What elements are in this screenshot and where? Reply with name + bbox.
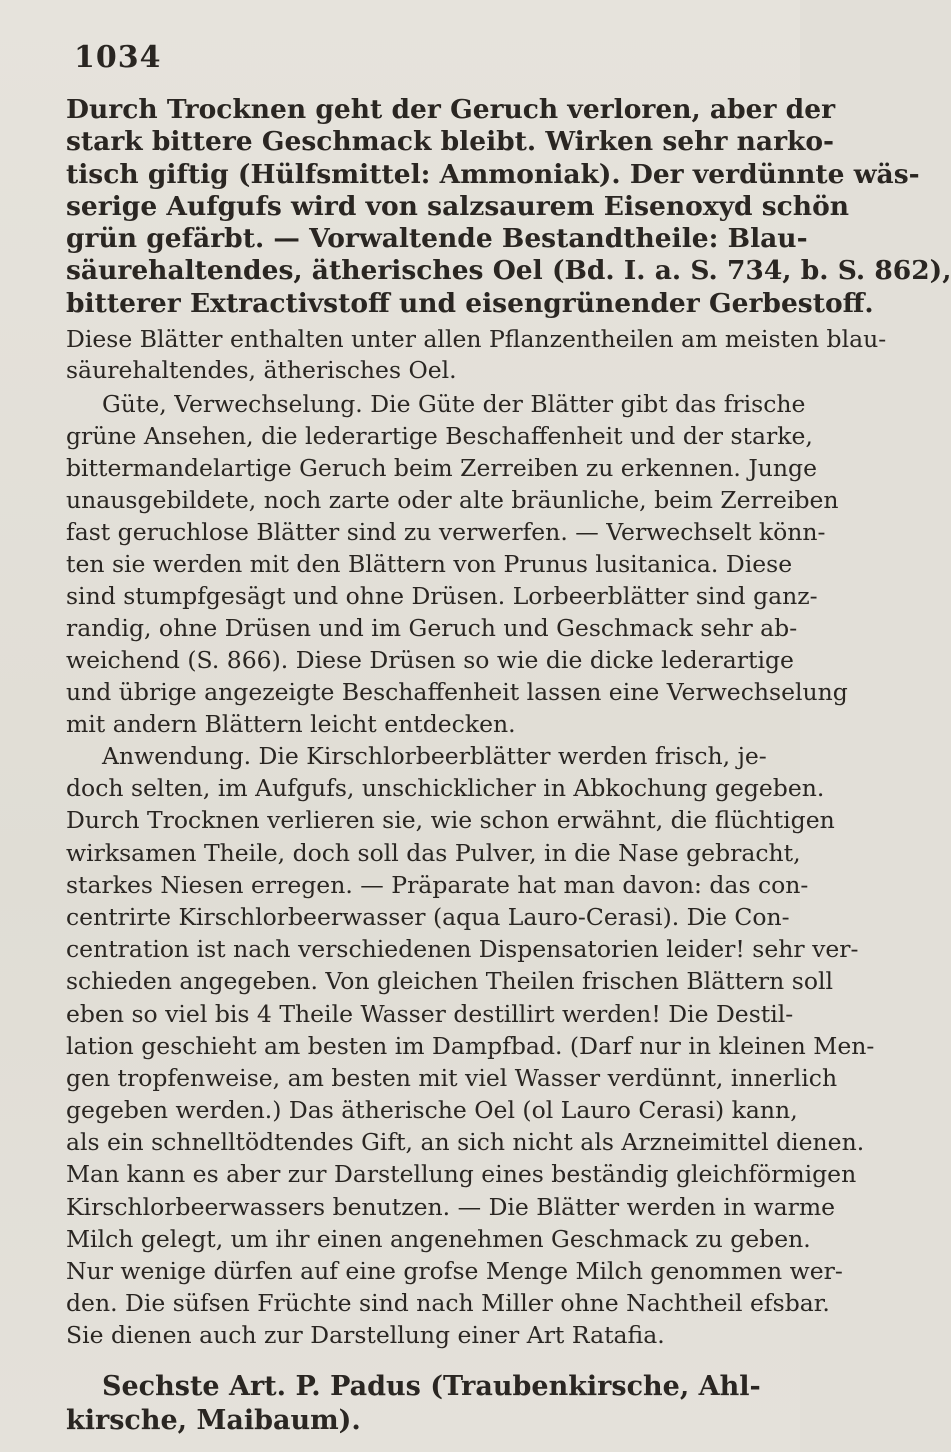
text-line: den. Die süfsen Früchte sind nach Miller ohne Nachtheil efsbar.	[66, 1289, 830, 1318]
text-line: Sie dienen auch zur Darstellung einer Art Ratafia.	[66, 1321, 665, 1350]
page-number: 1034	[74, 40, 162, 75]
text-line: wirksamen Theile, doch soll das Pulver, in die Nase gebracht,	[66, 838, 801, 867]
text-line: bittermandelartige Geruch beim Zerreiben zu erkennen. Junge	[66, 454, 817, 482]
text-line: säurehaltendes, ätherisches Oel (Bd. I. a. S. 734, b. S. 862),	[66, 255, 951, 287]
text-line: stark bittere Geschmack bleibt. Wirken sehr narko-	[66, 126, 835, 158]
text-line: centrirte Kirschlorbeerwasser (aqua Lauro-Cerasi). Die Con-	[66, 902, 790, 931]
text-line: unausgebildete, noch zarte oder alte bräunliche, beim Zerreiben	[66, 486, 839, 514]
text-line: Diese Blätter enthalten unter allen Pflanzentheilen am meisten blau-	[66, 325, 887, 353]
text-line: doch selten, im Aufgufs, unschicklicher in Abkochung gegeben.	[66, 774, 825, 803]
text-line: fast geruchlose Blätter sind zu verwerfen. — Verwechselt könn-	[66, 518, 826, 546]
text-line: mit andern Blättern leicht entdecken.	[66, 710, 516, 738]
text-line: schieden angegeben. Von gleichen Theilen frischen Blättern soll	[66, 967, 834, 996]
section-heading	[66, 1370, 780, 1438]
text-line: gen tropfenweise, am besten mit viel Wasser verdünnt, innerlich	[66, 1063, 838, 1092]
text-line: starkes Niesen erregen. — Präparate hat man davon: das con-	[66, 870, 809, 899]
text-line: Man kann es aber zur Darstellung eines beständig gleichförmigen	[66, 1160, 857, 1189]
text-line: randig, ohne Drüsen und im Geruch und Geschmack sehr ab-	[66, 614, 798, 642]
paragraph-application	[66, 740, 875, 1352]
paragraph-description	[66, 94, 951, 320]
text-line: bitterer Extractivstoff und eisengrünender Gerbestoff.	[66, 287, 874, 319]
text-line: Güte, Verwechselung. Die Güte der Blätter gibt das frische	[102, 390, 806, 418]
text-line: lation geschieht am besten im Dampfbad. (Darf nur in kleinen Men-	[66, 1031, 875, 1060]
text-line: Anwendung. Die Kirschlorbeerblätter werden frisch, je-	[102, 742, 767, 770]
text-line: ten sie werden mit den Blättern von Prunus lusitanica. Diese	[66, 550, 793, 578]
text-line: Nur wenige dürfen auf eine grofse Menge Milch genommen wer-	[66, 1257, 843, 1285]
text-line: Durch Trocknen verlieren sie, wie schon erwähnt, die flüchtigen	[66, 806, 835, 835]
text-line: sind stumpfgesägt und ohne Drüsen. Lorbeerblätter sind ganz-	[66, 582, 818, 610]
text-line: gegeben werden.) Das ätherische Oel (ol Lauro Cerasi) kann,	[66, 1096, 798, 1125]
text-line: weichend (S. 866). Diese Drüsen so wie die dicke lederartige	[66, 646, 794, 674]
text-line: tisch giftig (Hülfsmittel: Ammoniak). Der verdünnte wäs-	[66, 158, 920, 190]
text-line: säurehaltendes, ätherisches Oel.	[66, 356, 457, 384]
text-line: Kirschlorbeerwassers benutzen. — Die Blätter werden in warme	[66, 1192, 836, 1221]
paragraph-note	[66, 324, 887, 386]
text-line: grün gefärbt. — Vorwaltende Bestandtheile: Blau-	[66, 223, 808, 255]
text-line: serige Aufgufs wird von salzsaurem Eisenoxyd schön	[66, 190, 850, 222]
text-line: kirsche, Maibaum).	[66, 1405, 361, 1436]
text-line: centration ist nach verschiedenen Dispensatorien leider! sehr ver-	[66, 935, 859, 964]
text-line: grüne Ansehen, die lederartige Beschaffenheit und der starke,	[66, 422, 813, 450]
text-line: Sechste Art. P. Padus (Traubenkirsche, Ahl-	[102, 1371, 761, 1402]
paragraph-quality-confusion	[66, 388, 848, 740]
text-line: Durch Trocknen geht der Geruch verloren, aber der	[66, 94, 836, 125]
text-line: und übrige angezeigte Beschaffenheit lassen eine Verwechselung	[66, 678, 848, 706]
text-line: Milch gelegt, um ihr einen angenehmen Geschmack zu geben.	[66, 1224, 811, 1253]
text-line: als ein schnelltödtendes Gift, an sich nicht als Arzneimittel dienen.	[66, 1128, 865, 1157]
text-line: eben so viel bis 4 Theile Wasser destillirt werden! Die Destil-	[66, 999, 794, 1028]
